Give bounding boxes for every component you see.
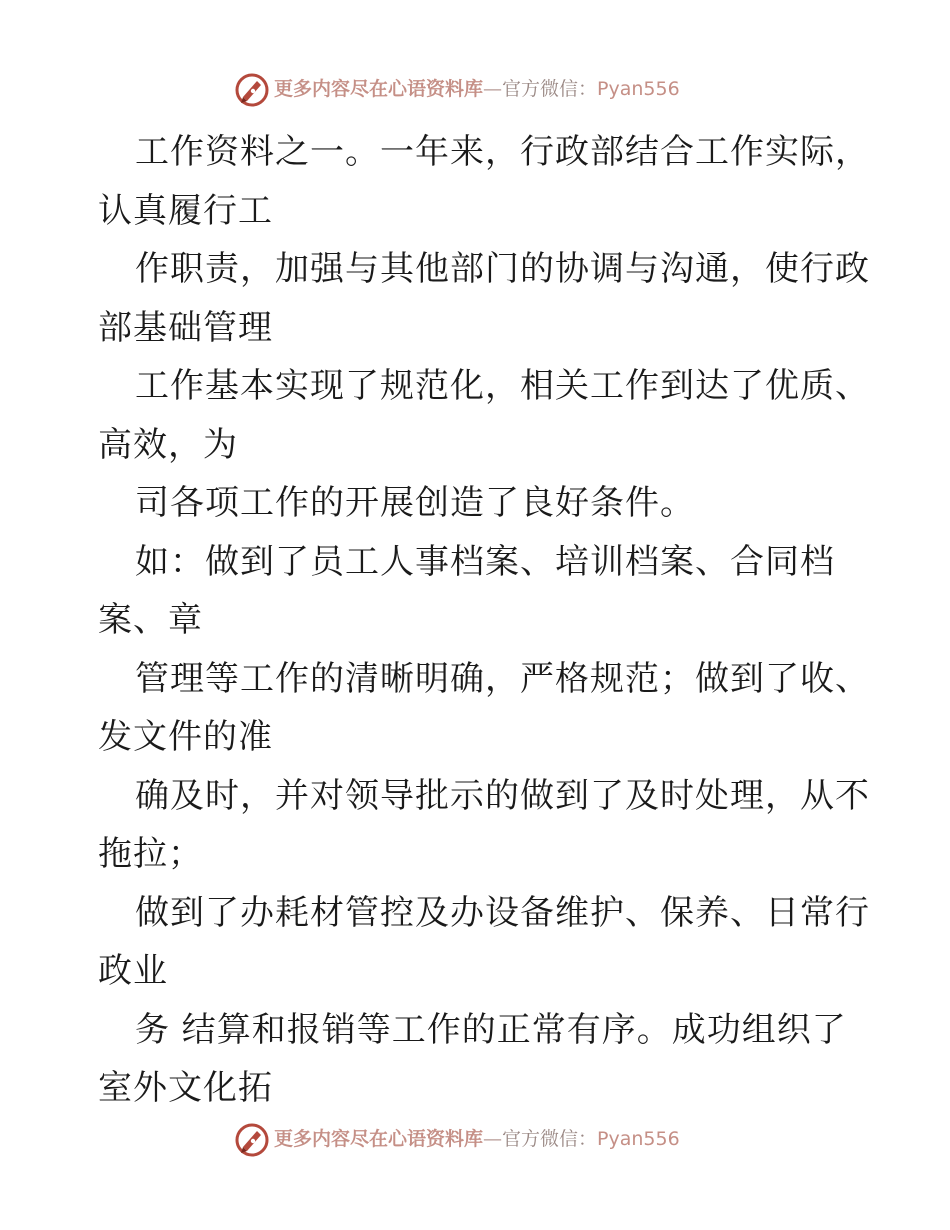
body-line: 务 结算和报销等工作的正常有序。成功组织了 [135, 1009, 847, 1050]
body-line: 做到了办耗材管控及办设备维护、保养、日常行 [135, 892, 870, 933]
footer-banner-main: 更多内容尽在心语资料库 [274, 1128, 484, 1150]
body-line: 司各项工作的开展创造了良好条件。 [135, 483, 695, 523]
body-line: 工作基本实现了规范化，相关工作到达了优质、 [135, 366, 870, 406]
body-line: 案、章 [98, 600, 203, 640]
body-line: 政业 [98, 951, 168, 991]
body-line: 发文件的准 [98, 717, 273, 757]
header-banner-wechat-id: Pyan556 [597, 78, 680, 100]
footer-banner-wechat-label: 官方微信： [502, 1128, 598, 1150]
footer-banner-text [274, 1127, 680, 1151]
header-banner-text [274, 77, 680, 101]
body-line: 如：做到了员工人事档案、培训档案、合同档 [135, 541, 835, 582]
body-line: 管理等工作的清晰明确，严格规范；做到了收、 [135, 658, 870, 699]
header-banner-wechat-label: 官方微信： [502, 78, 598, 100]
body-line: 高效，为 [98, 424, 238, 465]
body-line: 部基础管理 [98, 307, 273, 348]
body-line: 工作资料之一。一年来，行政部结合工作实际， [135, 132, 870, 172]
body-line: 室外文化拓 [98, 1068, 273, 1108]
footer-banner-dash: — [483, 1128, 503, 1150]
footer-banner-wechat-id: Pyan556 [597, 1128, 680, 1150]
body-line: 作职责，加强与其他部门的协调与沟通，使行政 [135, 249, 870, 289]
header-banner-dash: — [483, 78, 503, 100]
body-line: 拖拉； [98, 834, 203, 874]
header-banner-main: 更多内容尽在心语资料库 [274, 78, 484, 100]
body-line: 确及时，并对领导批示的做到了及时处理，从不 [135, 775, 870, 816]
pen-logo-icon [234, 1122, 270, 1158]
header-banner [0, 70, 950, 110]
document-body [98, 123, 870, 1118]
pen-logo-icon [234, 72, 270, 108]
body-line: 认真履行工 [98, 190, 273, 231]
footer-banner [0, 1120, 950, 1160]
